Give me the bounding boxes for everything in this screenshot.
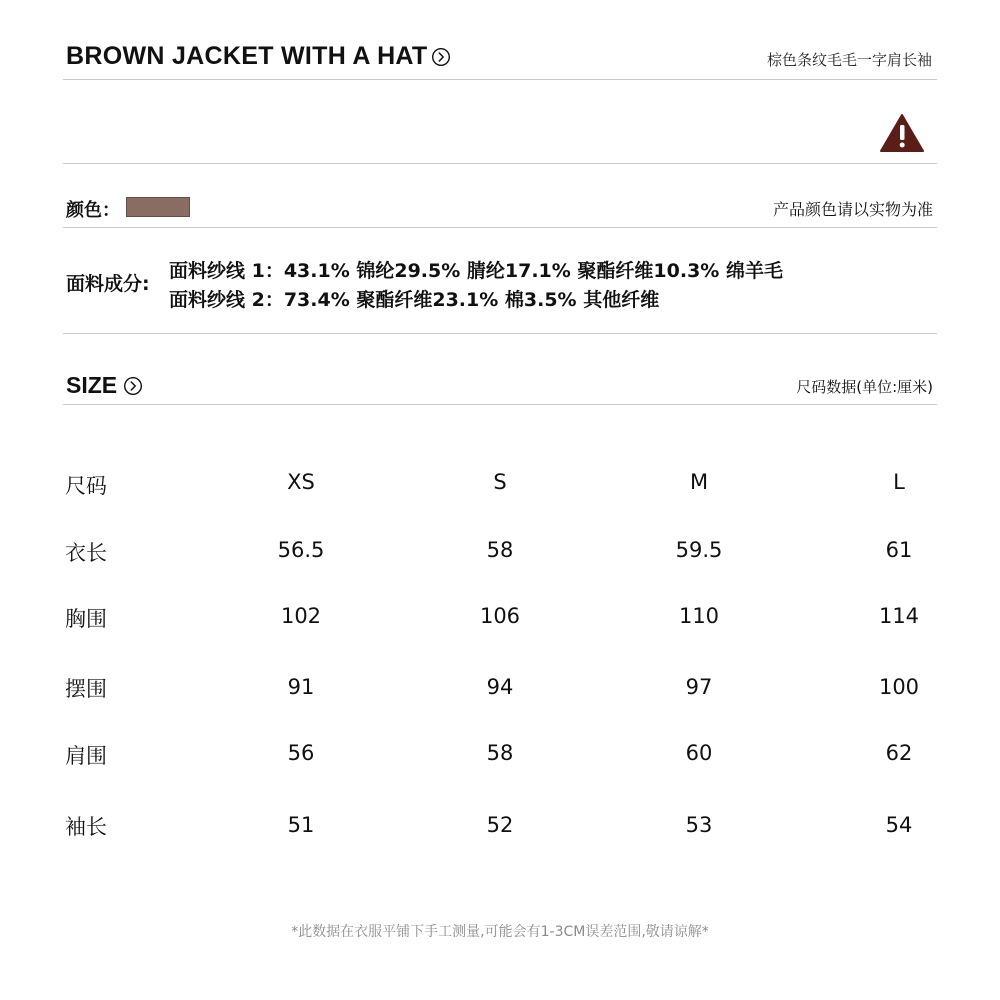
size-header-s: S <box>493 470 507 494</box>
product-subtitle: 棕色条纹毛毛一字肩长袖 <box>766 51 932 69</box>
circle-arrow-right-icon <box>123 376 143 396</box>
circle-arrow-right-icon <box>431 47 451 67</box>
page-title <box>66 42 451 71</box>
size-header-xs: XS <box>287 470 315 494</box>
table-row-label: 胸围 <box>65 607 107 631</box>
table-cell: 110 <box>678 604 720 628</box>
table-cell: 54 <box>885 813 913 837</box>
table-cell: 51 <box>287 813 315 837</box>
table-row-label: 袖长 <box>65 815 107 839</box>
table-cell: 58 <box>486 741 514 765</box>
warning-icon <box>879 113 925 153</box>
divider <box>63 404 937 405</box>
size-header-m: M <box>689 470 709 494</box>
size-header-label: 尺码 <box>65 474 107 498</box>
size-unit-note: 尺码数据(单位:厘米) <box>796 378 933 396</box>
fabric-line-1: 面料纱线 1：43.1% 锦纶29.5% 腈纶17.1% 聚酯纤维10.3% 绵羊毛 <box>169 260 783 282</box>
size-title-text: SIZE <box>66 372 118 398</box>
fabric-line-2: 面料纱线 2：73.4% 聚酯纤维23.1% 棉3.5% 其他纤维 <box>169 289 660 311</box>
divider <box>63 333 937 334</box>
size-section-title <box>66 372 143 399</box>
color-swatch <box>126 197 190 217</box>
table-cell: 100 <box>878 675 920 699</box>
table-cell: 58 <box>486 538 514 562</box>
table-cell: 62 <box>885 741 913 765</box>
divider <box>63 163 937 164</box>
table-cell: 53 <box>685 813 713 837</box>
page-title-text: BROWN JACKET WITH A HAT <box>66 42 428 70</box>
table-cell: 91 <box>287 675 315 699</box>
divider <box>63 227 937 228</box>
table-cell: 61 <box>885 538 913 562</box>
table-cell: 52 <box>486 813 514 837</box>
divider <box>63 79 937 80</box>
table-cell: 60 <box>685 741 713 765</box>
table-row-label: 摆围 <box>65 677 107 701</box>
table-row-label: 肩围 <box>65 744 107 768</box>
table-cell: 106 <box>479 604 521 628</box>
table-cell: 94 <box>486 675 514 699</box>
measurement-footnote: *此数据在衣服平铺下手工测量,可能会有1-3CM误差范围,敬请谅解* <box>291 924 709 940</box>
table-cell: 56 <box>287 741 315 765</box>
table-row-label: 衣长 <box>65 541 107 565</box>
size-header-l: L <box>893 470 905 494</box>
fabric-label: 面料成分: <box>66 273 150 295</box>
table-cell: 97 <box>685 675 713 699</box>
color-note: 产品颜色请以实物为准 <box>772 200 933 219</box>
table-cell: 56.5 <box>277 538 325 562</box>
table-cell: 102 <box>280 604 322 628</box>
color-label: 颜色： <box>66 200 120 221</box>
table-cell: 59.5 <box>675 538 723 562</box>
table-cell: 114 <box>878 604 920 628</box>
